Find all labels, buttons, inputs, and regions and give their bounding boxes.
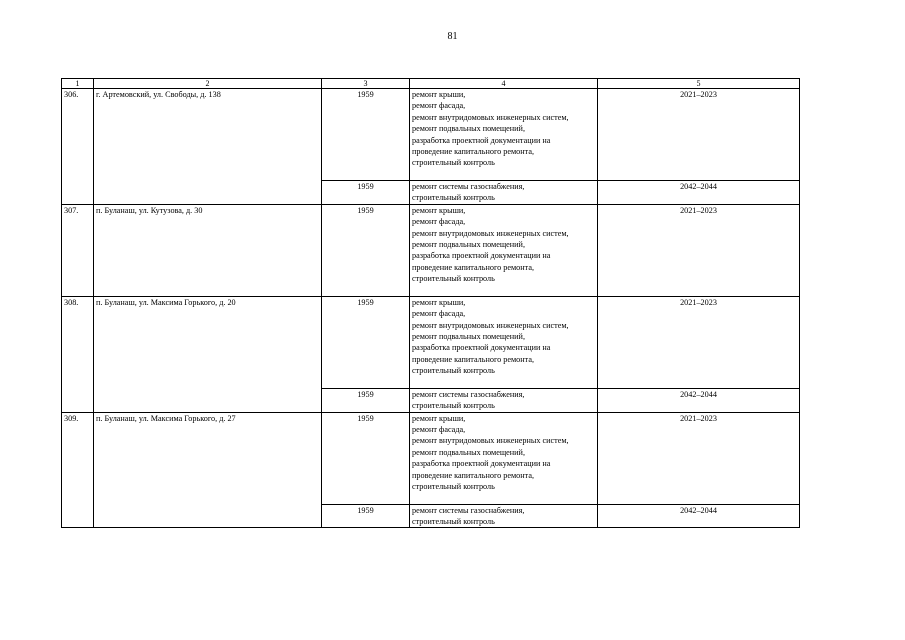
work-item: ремонт подвальных помещений, <box>412 240 525 250</box>
year-cell: 1959 <box>322 388 410 412</box>
work-item: строительный контроль <box>412 401 495 411</box>
header-row <box>62 79 800 89</box>
works-cell <box>410 504 598 528</box>
work-item: разработка проектной документации на <box>412 459 551 469</box>
address-cell: п. Буланаш, ул. Максима Горького, д. 20 <box>94 296 322 412</box>
work-item: разработка проектной документации на <box>412 251 551 261</box>
table-row <box>62 296 800 388</box>
work-item: проведение капитального ремонта, <box>412 354 535 364</box>
row-number-cell: 306. <box>62 89 94 205</box>
work-item: ремонт внутридомовых инженерных систем, <box>412 228 569 238</box>
header-cell-5: 5 <box>598 79 800 89</box>
work-item: ремонт внутридомовых инженерных систем, <box>412 320 569 330</box>
period-cell: 2042–2044 <box>598 181 800 205</box>
work-item: проведение капитального ремонта, <box>412 470 535 480</box>
works-cell <box>410 388 598 412</box>
work-item: строительный контроль <box>412 158 495 168</box>
year-cell: 1959 <box>322 181 410 205</box>
work-item: ремонт подвальных помещений, <box>412 332 525 342</box>
work-item: ремонт системы газоснабжения, <box>412 389 525 399</box>
header-cell-3: 3 <box>322 79 410 89</box>
year-cell: 1959 <box>322 412 410 504</box>
work-item: ремонт фасада, <box>412 309 466 319</box>
row-number-cell: 308. <box>62 296 94 412</box>
address-cell: п. Буланаш, ул. Кутузова, д. 30 <box>94 204 322 296</box>
row-number-cell: 307. <box>62 204 94 296</box>
works-cell <box>410 89 598 181</box>
works-cell <box>410 412 598 504</box>
work-item: ремонт крыши, <box>412 90 466 99</box>
work-item: разработка проектной документации на <box>412 343 551 353</box>
work-item: ремонт подвальных помещений, <box>412 124 525 134</box>
work-item: ремонт системы газоснабжения, <box>412 182 525 191</box>
period-cell: 2042–2044 <box>598 504 800 528</box>
work-item: ремонт крыши, <box>412 297 466 307</box>
works-cell <box>410 204 598 296</box>
period-cell: 2021–2023 <box>598 89 800 181</box>
work-item: ремонт системы газоснабжения, <box>412 505 525 515</box>
works-cell <box>410 181 598 205</box>
table-row <box>62 89 800 181</box>
table-row <box>62 412 800 504</box>
work-item: проведение капитального ремонта, <box>412 147 535 157</box>
work-item: ремонт подвальных помещений, <box>412 447 525 457</box>
header-cell-1: 1 <box>62 79 94 89</box>
work-item: строительный контроль <box>412 482 495 492</box>
address-cell: п. Буланаш, ул. Максима Горького, д. 27 <box>94 412 322 528</box>
table-body <box>62 79 800 528</box>
capital-repair-table <box>61 78 800 528</box>
address-cell: г. Артемовский, ул. Свободы, д. 138 <box>94 89 322 205</box>
header-cell-2: 2 <box>94 79 322 89</box>
header-cell-4: 4 <box>410 79 598 89</box>
row-number-cell: 309. <box>62 412 94 528</box>
work-item: строительный контроль <box>412 274 495 284</box>
work-item: ремонт крыши, <box>412 413 466 423</box>
work-item: ремонт внутридомовых инженерных систем, <box>412 436 569 446</box>
work-item: ремонт фасада, <box>412 217 466 227</box>
work-item: проведение капитального ремонта, <box>412 262 535 272</box>
work-item: ремонт фасада, <box>412 425 466 435</box>
year-cell: 1959 <box>322 504 410 528</box>
work-item: ремонт фасада, <box>412 101 466 111</box>
period-cell: 2021–2023 <box>598 204 800 296</box>
year-cell: 1959 <box>322 89 410 181</box>
work-item: строительный контроль <box>412 193 495 203</box>
period-cell: 2021–2023 <box>598 412 800 504</box>
work-item: ремонт крыши, <box>412 205 466 215</box>
work-item: строительный контроль <box>412 366 495 376</box>
year-cell: 1959 <box>322 204 410 296</box>
page-number: 81 <box>447 31 458 42</box>
year-cell: 1959 <box>322 296 410 388</box>
period-cell: 2021–2023 <box>598 296 800 388</box>
period-cell: 2042–2044 <box>598 388 800 412</box>
table-row <box>62 204 800 296</box>
work-item: разработка проектной документации на <box>412 135 551 145</box>
work-item: ремонт внутридомовых инженерных систем, <box>412 112 569 122</box>
work-item: строительный контроль <box>412 517 495 527</box>
works-cell <box>410 296 598 388</box>
